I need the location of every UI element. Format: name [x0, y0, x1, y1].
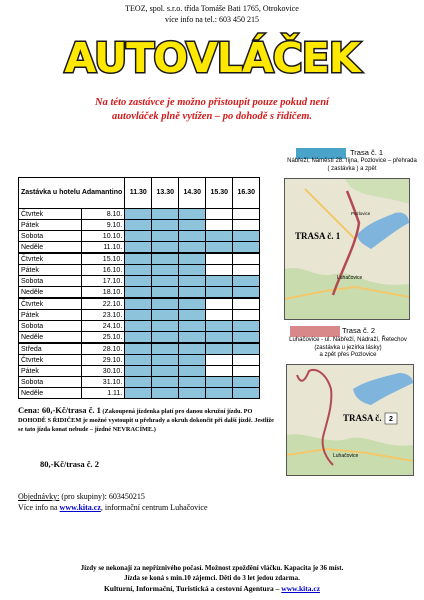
departure-slot-active [233, 231, 260, 242]
banner-title: AUTOVLÁČEK [64, 34, 360, 82]
order-label: Objednávky: [18, 492, 60, 501]
time-header: 14.30 [179, 178, 206, 209]
schedule-row [19, 242, 260, 254]
departure-slot-active [152, 276, 179, 287]
departure-slot-active [206, 242, 233, 254]
schedule-row [19, 298, 260, 310]
route2-desc-line1: Luhačovice - ul. Nábřeží, Nádraží, Řetechov [289, 337, 407, 343]
departure-slot-active [125, 355, 152, 366]
info-suffix: , informační centrum Luhačovice [100, 503, 208, 512]
route2-map-badge: 2 [389, 416, 393, 423]
footer-agency-line [0, 584, 424, 593]
departure-slot-active [179, 242, 206, 254]
date-cell: 31.10. [81, 377, 125, 388]
route2-desc-line2: (zastávka u jezírka lásky) [314, 344, 382, 351]
departure-slot-active [179, 298, 206, 310]
departure-slot-inactive [206, 366, 233, 377]
schedule-row [19, 287, 260, 299]
route2-town-label: Luhačovice [333, 453, 359, 459]
departure-slot-active [206, 332, 233, 344]
departure-slot-active [125, 377, 152, 388]
date-cell: 28.10. [81, 343, 125, 355]
route1-title: Trasa č. 1 [350, 148, 384, 157]
date-cell: 23.10. [81, 310, 125, 321]
day-cell: Pátek [19, 220, 82, 231]
date-cell: 17.10. [81, 276, 125, 287]
info-prefix: Více info na [18, 503, 60, 512]
footer-website-link[interactable]: www.kita.cz [281, 584, 321, 593]
departure-slot-active [125, 265, 152, 276]
departure-slot-inactive [206, 310, 233, 321]
departure-slot-active [206, 276, 233, 287]
schedule-row [19, 366, 260, 377]
departure-slot-active [179, 253, 206, 265]
departure-slot-active [152, 231, 179, 242]
departure-slot-active [233, 242, 260, 254]
departure-slot-active [179, 388, 206, 399]
price-route1: Cena: 60,-Kč/trasa č. 1 [18, 405, 101, 415]
departure-slot-active [152, 253, 179, 265]
departure-slot-active [125, 253, 152, 265]
schedule-row [19, 209, 260, 220]
departure-slot-active [233, 321, 260, 332]
day-cell: Sobota [19, 377, 82, 388]
date-cell: 30.10. [81, 366, 125, 377]
contact-phone-line: více info na tel.: 603 450 215 [165, 15, 259, 24]
day-cell: Čtvrtek [19, 209, 82, 220]
schedule-row [19, 276, 260, 287]
departure-slot-active [152, 321, 179, 332]
schedule-row [19, 355, 260, 366]
departure-slot-active [206, 388, 233, 399]
day-cell: Čtvrtek [19, 253, 82, 265]
route2-map-label: TRASA č. [343, 413, 382, 423]
departure-slot-active [179, 231, 206, 242]
departure-slot-active [125, 298, 152, 310]
schedule-row [19, 388, 260, 399]
departure-slot-active [233, 377, 260, 388]
departure-slot-active [152, 298, 179, 310]
route1-description: Nábřeží, Náměstí 28. října, Pozlovice – přehrada ( zastávka ) a zpět [287, 158, 417, 172]
time-header: 16.30 [233, 178, 260, 209]
departure-slot-active [125, 332, 152, 344]
day-cell: Neděle [19, 388, 82, 399]
day-cell: Sobota [19, 276, 82, 287]
date-cell: 29.10. [81, 355, 125, 366]
day-cell: Neděle [19, 242, 82, 254]
departure-slot-active [125, 388, 152, 399]
departure-slot-active [206, 287, 233, 299]
day-cell: Neděle [19, 332, 82, 344]
departure-slot-inactive [233, 220, 260, 231]
schedule-row [19, 265, 260, 276]
departure-slot-active [206, 321, 233, 332]
day-cell: Sobota [19, 321, 82, 332]
departure-slot-active [125, 321, 152, 332]
departure-slot-inactive [233, 265, 260, 276]
departure-slot-inactive [206, 298, 233, 310]
time-header: 11.30 [125, 178, 152, 209]
schedule-row [19, 332, 260, 344]
departure-slot-active [233, 332, 260, 344]
departure-slot-active [179, 287, 206, 299]
departure-slot-inactive [233, 366, 260, 377]
departure-slot-active [206, 377, 233, 388]
date-cell: 10.10. [81, 231, 125, 242]
schedule-row [19, 321, 260, 332]
route2-description [278, 337, 418, 360]
day-cell: Pátek [19, 366, 82, 377]
pricing-block [18, 406, 280, 434]
departure-slot-active [179, 332, 206, 344]
schedule-row [19, 253, 260, 265]
route1-lake-label: Pozlovice [351, 211, 371, 216]
day-cell: Čtvrtek [19, 298, 82, 310]
departure-slot-active [152, 366, 179, 377]
departure-slot-active [179, 366, 206, 377]
departure-slot-active [179, 265, 206, 276]
route2-title: Trasa č. 2 [342, 326, 376, 335]
date-cell: 16.10. [81, 265, 125, 276]
route1-map-graphic [285, 179, 409, 319]
footer-agency-name: Kulturní, Informační, Turistická a cestovní Agentura – [103, 584, 282, 593]
departure-slot-active [125, 343, 152, 355]
departure-slot-active [179, 220, 206, 231]
route2-desc-line3: a zpět přes Pozlovice [319, 352, 377, 358]
departure-slot-inactive [206, 209, 233, 220]
date-cell: 25.10. [81, 332, 125, 344]
date-cell: 22.10. [81, 298, 125, 310]
route1-map [284, 178, 410, 320]
date-cell: 8.10. [81, 209, 125, 220]
schedule-row [19, 220, 260, 231]
time-header: 13.30 [152, 178, 179, 209]
departure-slot-active [152, 287, 179, 299]
date-cell: 24.10. [81, 321, 125, 332]
day-cell: Čtvrtek [19, 355, 82, 366]
departure-slot-inactive [206, 253, 233, 265]
schedule-row [19, 343, 260, 355]
stop-label: Zastávka u hotelu Adamantino [19, 178, 125, 209]
schedule-row [19, 377, 260, 388]
order-text: (pro skupiny): 603450215 [59, 492, 145, 501]
schedule-row [19, 310, 260, 321]
date-cell: 18.10. [81, 287, 125, 299]
departure-slot-inactive [233, 253, 260, 265]
boarding-notice [20, 96, 404, 124]
departure-slot-active [125, 276, 152, 287]
departure-slot-active [125, 310, 152, 321]
departure-slot-active [152, 355, 179, 366]
departure-slot-active [125, 366, 152, 377]
departure-slot-inactive [206, 355, 233, 366]
departure-slot-active [152, 220, 179, 231]
departure-slot-active [152, 265, 179, 276]
departure-slot-active [152, 332, 179, 344]
day-cell: Pátek [19, 265, 82, 276]
departure-slot-active [179, 343, 206, 355]
departure-slot-active [233, 343, 260, 355]
departure-slot-active [233, 276, 260, 287]
day-cell: Středa [19, 343, 82, 355]
date-cell: 11.10. [81, 242, 125, 254]
departure-slot-inactive [233, 355, 260, 366]
day-cell: Pátek [19, 310, 82, 321]
date-cell: 1.11. [81, 388, 125, 399]
departure-slot-active [152, 388, 179, 399]
departure-slot-active [125, 242, 152, 254]
time-header: 15.30 [206, 178, 233, 209]
departure-slot-active [152, 209, 179, 220]
route2-map-graphic [287, 365, 413, 475]
departure-slot-active [233, 287, 260, 299]
departure-slot-active [179, 209, 206, 220]
day-cell: Neděle [19, 287, 82, 299]
departure-slot-inactive [233, 310, 260, 321]
departure-slot-inactive [233, 209, 260, 220]
departure-slot-active [179, 355, 206, 366]
route1-map-label: TRASA č. 1 [295, 231, 341, 241]
departure-slot-active [179, 377, 206, 388]
footer-min-participants: Jízda se koná s min.10 zájemci. Děti do 3 let jedou zdarma. [124, 574, 300, 582]
departure-slot-inactive [206, 220, 233, 231]
info-line [18, 503, 208, 513]
footer-weather-note: Jízdy se nekonají za nepříznivého počasí. Možnost zpoždění vláčku. Kapacita je 36 míst. [80, 564, 344, 572]
route1-town-label: Luhačovice [337, 275, 363, 281]
date-cell: 15.10. [81, 253, 125, 265]
departure-slot-active [179, 276, 206, 287]
order-line [18, 492, 145, 502]
date-cell: 9.10. [81, 220, 125, 231]
departure-slot-inactive [206, 265, 233, 276]
departure-slot-active [152, 343, 179, 355]
departure-slot-active [233, 388, 260, 399]
route2-map [286, 364, 414, 476]
company-line: TEOZ, spol. s.r.o. třída Tomáše Bati 1765, Otrokovice [125, 4, 299, 13]
departure-slot-active [206, 343, 233, 355]
departure-slot-active [125, 209, 152, 220]
price-route2: 80,-Kč/trasa č. 2 [40, 459, 100, 469]
departure-slot-active [125, 287, 152, 299]
departure-slot-active [206, 231, 233, 242]
departure-slot-inactive [233, 298, 260, 310]
schedule-table [18, 177, 260, 399]
departure-slot-active [125, 220, 152, 231]
departure-slot-active [152, 377, 179, 388]
departure-slot-active [179, 321, 206, 332]
departure-slot-active [152, 242, 179, 254]
kita-website-link[interactable]: www.kita.cz [59, 503, 101, 512]
schedule-row [19, 231, 260, 242]
notice-line-1: Na této zastávce je možno přistoupit pouze pokud není [95, 97, 329, 108]
departure-slot-active [125, 231, 152, 242]
departure-slot-active [152, 310, 179, 321]
day-cell: Sobota [19, 231, 82, 242]
notice-line-2: autovláček plně vytížen – po dohodě s řidičem. [111, 111, 313, 122]
route2-color-swatch [290, 326, 340, 337]
autovlacek-banner [40, 32, 384, 84]
departure-slot-active [179, 310, 206, 321]
price-route1-note: (Zakoupená jízdenka platí pro danou okružní jízdu. PO DOHODĚ S ŘIDIČEM je možné vystoupit u přehrady a okruh dokončit při další jízdě. Jestliže se tato jízda konat nebude – jízdné NEVRACÍME.) [18, 408, 274, 433]
